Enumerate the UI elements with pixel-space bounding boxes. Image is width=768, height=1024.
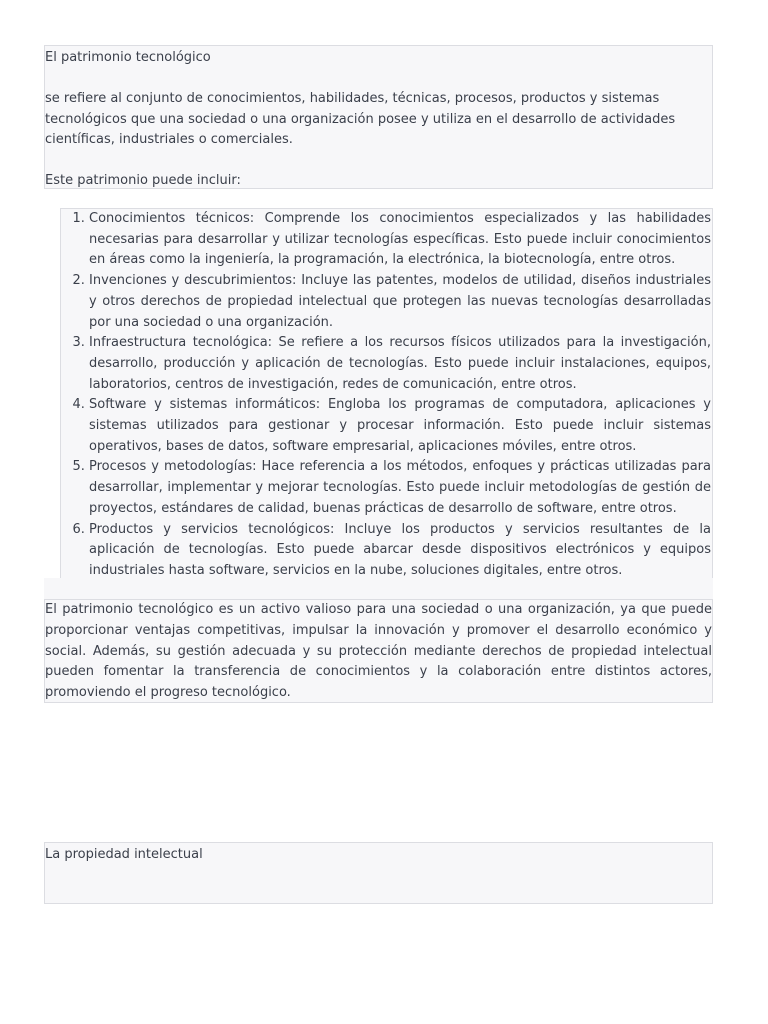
next-section-block[interactable] (44, 842, 713, 904)
intro-block[interactable] (44, 45, 713, 189)
section-title: La propiedad intelectual (45, 847, 203, 862)
definition-paragraph: se refiere al conjunto de conocimientos, habilidades, técnicas, procesos, productos y sistemas tecnológicos que una sociedad o una organización posee y utiliza en el desarrollo de actividades científicas, industriales o comerciales. (45, 91, 676, 147)
list-item: 2. Invenciones y descubrimientos: Incluye las patentes, modelos de utilidad, diseños industriales y otros derechos de propiedad intelectual que protegen las nuevas tecnologías desarrolladas por una sociedad o una organización. (89, 271, 711, 333)
conclusion-block[interactable] (44, 599, 713, 703)
list-item: 5. Procesos y metodologías: Hace referencia a los métodos, enfoques y prácticas utilizadas para desarrollar, implementar y mejorar tecnologías. Esto puede incluir metodologías de gestión de proyectos, estándares de calidad, buenas prácticas de desarrollo de software, entre otros. (89, 457, 711, 519)
list-item: 4. Software y sistemas informáticos: Engloba los programas de computadora, aplicaciones y sistemas utilizados para gestionar y procesar información. Esto puede incluir sistemas operativos, bases de datos, software empresarial, aplicaciones móviles, entre otros. (89, 395, 711, 457)
spacer (45, 69, 712, 90)
list-item: 1. Conocimientos técnicos: Comprende los conocimientos especializados y las habilidades necesarias para desarrollar y utilizar tecnologías específicas. Esto puede incluir conocimientos en áreas como la ingeniería, la programación, la electrónica, la biotecnología, entre otros. (89, 209, 711, 271)
section-title: El patrimonio tecnológico (45, 50, 211, 65)
conclusion-paragraph: El patrimonio tecnológico es un activo valioso para una sociedad o una organización, ya que puede proporcionar ventajas competitivas, impulsar la innovación y promover el desarrollo económico y social. Además, su gestión adecuada y su protección mediante derechos de propiedad intelectual pueden fomentar la transferencia de conocimientos y la colaboración entre distintos actores, promoviendo el progreso tecnológico. (45, 602, 712, 701)
list-item: 3. Infraestructura tecnológica: Se refiere a los recursos físicos utilizados para la investigación, desarrollo, producción y aplicación de tecnologías. Esto puede incluir instalaciones, equipos, laboratorios, centros de investigación, redes de comunicación, entre otros. (89, 333, 711, 395)
divider (44, 578, 713, 600)
list-item: 6. Productos y servicios tecnológicos: Incluye los productos y servicios resultantes de la aplicación de tecnologías. Esto puede abarcar desde dispositivos electrónicos y equipos industriales hasta software, servicios en la nube, soluciones digitales, entre otros. (89, 520, 711, 582)
list-lead: Este patrimonio puede incluir: (45, 173, 241, 188)
spacer (45, 151, 712, 172)
numbered-list (61, 209, 712, 582)
list-block[interactable] (60, 208, 713, 580)
